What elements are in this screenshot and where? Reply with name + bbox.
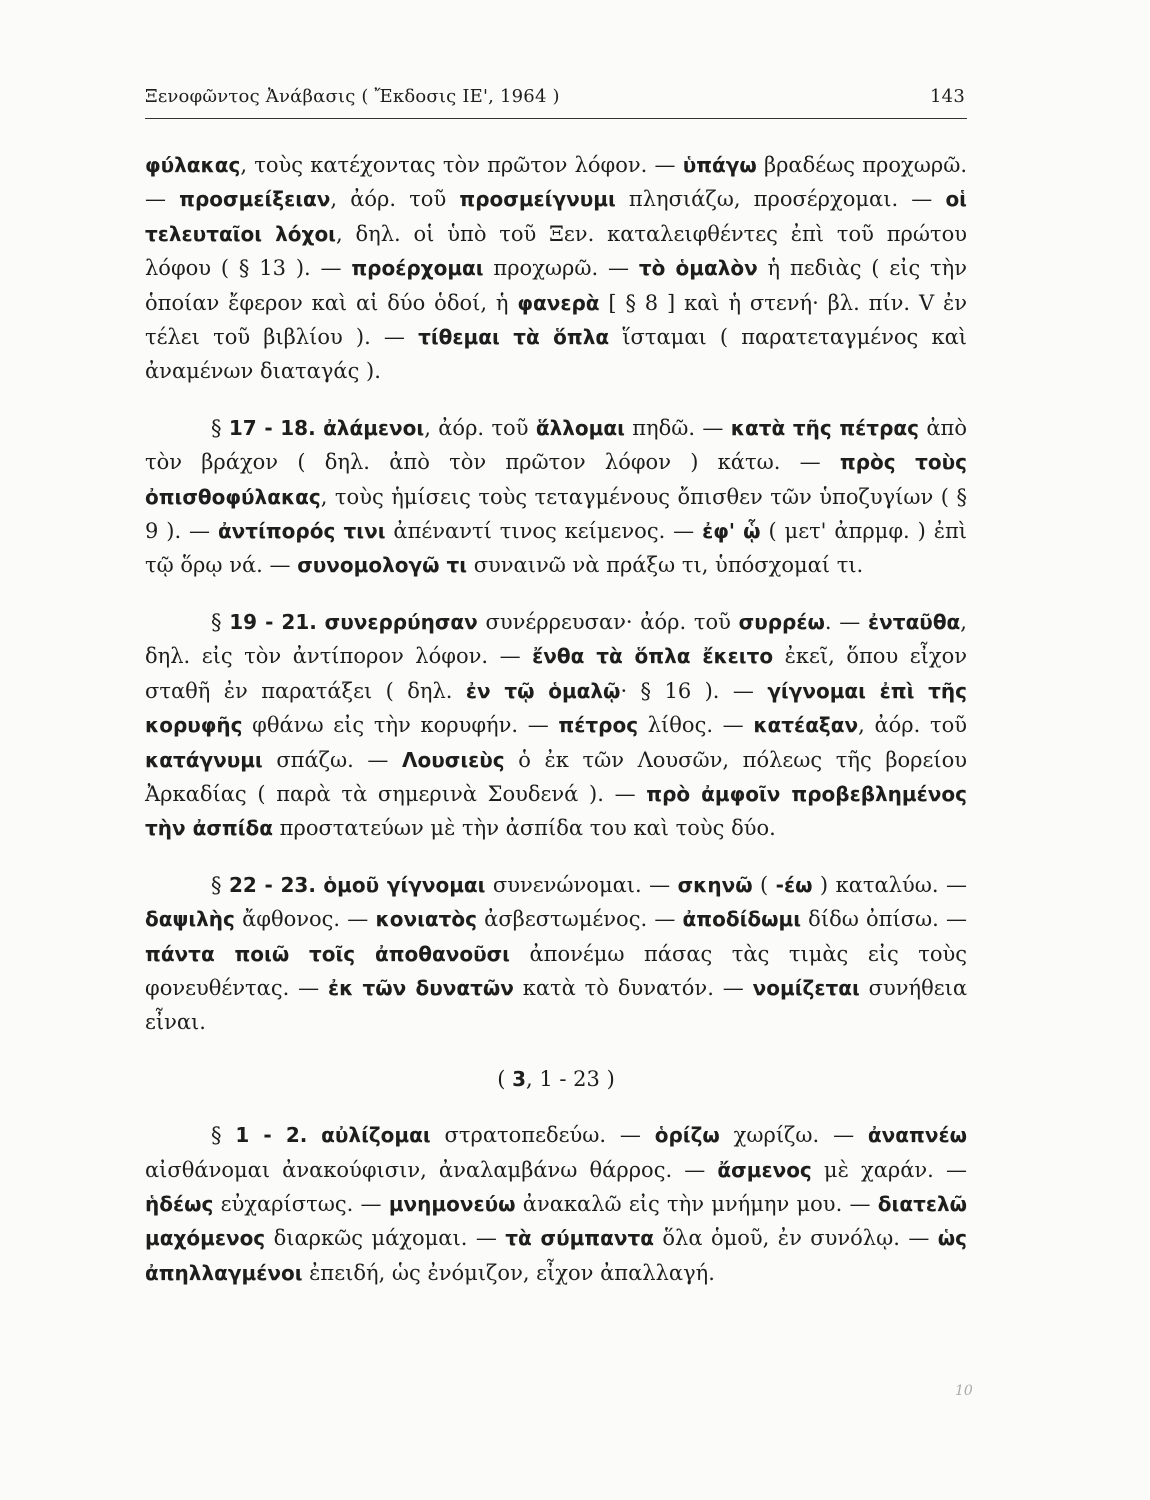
gloss-text: πλησιάζω, προσέρχομαι. — [615, 187, 946, 212]
gloss-text: ἀσβεστωμένος. — [476, 907, 683, 932]
gloss-text [317, 610, 325, 634]
gloss-text: σπάζω. — [262, 747, 403, 772]
lemma: ἐφ' ᾧ [702, 519, 761, 544]
lemma: ὁμοῦ γίγνομαι [323, 872, 486, 897]
lemma: ὡς ἀπηλλαγμένοι [145, 1226, 968, 1285]
lemma: προέρχομαι [351, 256, 484, 281]
gloss-text [307, 1123, 321, 1147]
page-number: 143 [930, 86, 965, 107]
gloss-text: ἀπὸ τὸν βράχον ( δηλ. ἀπὸ τὸν πρῶτον λόφον ) κάτω. — [145, 415, 967, 475]
gloss-text: συναινῶ νὰ πράξω τι, ὑπόσχομαί τι. [467, 553, 864, 578]
gloss-text: ἐπειδή, ὡς ἐνόμιζον, εἶχον ἀπαλλαγή. [302, 1260, 715, 1285]
lemma: 22 - 23. [228, 872, 316, 897]
lemma: πρὸ ἀμφοῖν προβεβλημένος τὴν ἀσπίδα [145, 781, 967, 841]
signature-mark: 10 [955, 1383, 973, 1399]
lemma: συνομολογῶ τι [297, 553, 468, 578]
lemma: προσμείγνυμι [459, 187, 616, 212]
gloss-text: συνενώνομαι. — [485, 872, 678, 897]
gloss-text: ( μετ' ἀπρμφ. ) ἐπὶ τῷ ὅρῳ νά. — [145, 519, 968, 578]
lemma: συρρέω [738, 609, 825, 634]
lemma: ἀποδίδωμι [682, 907, 801, 932]
lemma: πέτρος [558, 713, 639, 738]
lemma: 1 - 2. [235, 1123, 308, 1148]
gloss-text: αἰσθάνομαι ἀνακούφισιν, ἀναλαμβάνω θάρρος. — [145, 1157, 718, 1182]
lemma: ἔνθα τὰ ὅπλα ἔκειτο [532, 644, 774, 669]
gloss-text: ) καταλύω. — [812, 872, 967, 897]
lemma: κατὰ τῆς πέτρας [730, 415, 919, 440]
gloss-text: ὅλα ὁμοῦ, ἐν συνόλῳ. — [653, 1226, 938, 1251]
gloss-text: συνέρρευσαν· ἀόρ. τοῦ [477, 609, 739, 634]
gloss-text: ἀνακαλῶ εἰς τὴν μνήμην μου. — [515, 1191, 878, 1216]
gloss-text: ἀπονέμω πάσας τὰς τιμὰς εἰς τοὺς φονευθέντας. — [145, 941, 967, 1000]
lemma: φανερὰ [517, 290, 600, 315]
lemma: τὸ ὁμαλὸν [638, 256, 758, 281]
lemma: ἐκ τῶν δυνατῶν [328, 975, 514, 1000]
gloss-paragraph [145, 148, 967, 389]
gloss-text: ἵσταμαι ( παρατεταγμένος καὶ ἀναμένων διαταγάς ). [145, 325, 967, 384]
gloss-text: συνήθεια εἶναι. [145, 975, 968, 1035]
header-title: Ξενοφῶντος Ἀνάβασις ( Ἔκδοσις ΙΕ', 1964 ) [145, 86, 560, 107]
gloss-paragraph [145, 605, 967, 846]
gloss-text: βραδέως προχωρῶ. — [145, 153, 967, 212]
gloss-text: διαρκῶς μάχομαι. — [265, 1226, 506, 1251]
lemma: ἐνταῦθα [868, 609, 961, 634]
gloss-text: λίθος. — [638, 713, 754, 738]
gloss-text: [ § 8 ] καὶ ἡ στενή· βλ. πίν. V ἐν τέλει τοῦ βιβλίου ). — [145, 290, 968, 350]
page-body [145, 148, 967, 1290]
lemma: τίθεμαι τὰ ὅπλα [418, 325, 610, 350]
lemma: τὰ σύμπαντα [505, 1226, 654, 1251]
lemma: ἀντίπορός τινι [217, 519, 386, 544]
lemma: πρὸς τοὺς ὀπισθοφύλακας [145, 450, 968, 509]
lemma: 19 - 21. [229, 609, 317, 634]
lemma: ὑπάγω [682, 153, 757, 177]
gloss-text: ἄφθονος. — [234, 907, 376, 932]
gloss-text: § [211, 872, 229, 897]
lemma: ἅλλομαι [535, 415, 625, 440]
gloss-text: § [211, 609, 230, 634]
lemma: πάντα ποιῶ τοῖς ἀποθανοῦσι [145, 941, 510, 966]
lemma: συνερρύησαν [324, 609, 478, 634]
lemma: 17 - 18. [228, 415, 316, 440]
gloss-text: , τοὺς κατέχοντας τὸν πρῶτον λόφον. — [240, 153, 683, 177]
lemma: αὐλίζομαι [321, 1123, 431, 1148]
lemma: ἐν τῷ ὁμαλῷ [465, 678, 621, 703]
gloss-text: , ἀόρ. τοῦ [330, 187, 460, 212]
lemma: φύλακας [145, 153, 241, 177]
gloss-paragraph [145, 411, 967, 583]
lemma: οἱ τελευταῖοι λόχοι [145, 187, 967, 246]
lemma: κατέαξαν [753, 713, 859, 738]
gloss-text: · § 16 ). — [620, 678, 768, 703]
gloss-text: στρατοπεδεύω. — [430, 1123, 655, 1148]
gloss-text: , δηλ. εἰς τὸν ἀντίπορον λόφον. — [145, 609, 967, 669]
gloss-text: , ἀόρ. τοῦ [424, 415, 536, 440]
lemma: 3 [512, 1066, 527, 1091]
gloss-text: , 1 - 23 ) [526, 1066, 615, 1091]
gloss-text: δίδω ὀπίσω. — [801, 907, 968, 932]
gloss-text: ἡ πεδιὰς ( εἰς τὴν ὁποίαν ἔφερον καὶ αἱ δύο ὁδοί, ἡ [145, 256, 968, 315]
lemma: δαψιλὴς [145, 907, 235, 932]
gloss-text: ἀπέναντί τινος κείμενος. — [385, 519, 703, 544]
gloss-paragraph [145, 1118, 967, 1290]
gloss-text: ἐκεῖ, ὅπου εἶχον σταθῆ ἐν παρατάξει ( δηλ. [145, 644, 968, 703]
gloss-text: φθάνω εἰς τὴν κορυφήν. — [242, 713, 559, 738]
lemma: ἡδέως [145, 1191, 214, 1216]
lemma: Λουσιεὺς [402, 747, 505, 772]
lemma: κατάγνυμι [145, 747, 263, 772]
gloss-text: προχωρῶ. — [483, 256, 639, 281]
gloss-text: μὲ χαράν. — [811, 1157, 967, 1182]
section-heading [145, 1062, 967, 1096]
lemma: νομίζεται [752, 975, 860, 1000]
lemma: μνημονεύω [388, 1191, 516, 1216]
lemma: κονιατὸς [375, 907, 477, 932]
running-header [145, 86, 965, 107]
lemma: σκηνῶ [677, 872, 753, 897]
gloss-text: χωρίζω. — [719, 1123, 868, 1148]
gloss-text: εὐχαρίστως. — [213, 1191, 389, 1216]
gloss-text: ( [497, 1066, 513, 1091]
gloss-text: , τοὺς ἡμίσεις τοὺς τεταγμένους ὄπισθεν τῶν ὑποζυγίων ( § 9 ). — [145, 484, 967, 544]
lemma: γίγνομαι ἐπὶ τῆς κορυφῆς [145, 678, 967, 738]
lemma: προσμείξειαν [179, 187, 331, 212]
lemma: -έω [775, 872, 813, 897]
lemma: ὁρίζω [654, 1123, 720, 1148]
gloss-text: , ἀόρ. τοῦ [858, 713, 967, 738]
gloss-paragraph [145, 868, 967, 1040]
gloss-text: προστατεύων μὲ τὴν ἀσπίδα του καὶ τοὺς δύο. [273, 816, 776, 841]
gloss-text: κατὰ τὸ δυνατόν. — [513, 975, 753, 1000]
gloss-text: ὁ ἐκ τῶν Λουσῶν, πόλεως τῆς βορείου Ἀρκαδίας ( παρὰ τὰ σημερινὰ Σουδενά ). — [145, 747, 967, 806]
gloss-text [316, 416, 323, 440]
gloss-text: § [211, 415, 229, 440]
lemma: ἄσμενος [717, 1157, 812, 1182]
gloss-text: . — [824, 609, 869, 634]
gloss-text: ( [752, 872, 776, 897]
lemma: διατελῶ μαχόμενος [145, 1191, 968, 1251]
gloss-text: § [211, 1123, 236, 1148]
header-rule [145, 118, 967, 119]
lemma: ἀλάμενοι [323, 415, 425, 440]
gloss-text: πηδῶ. — [624, 415, 731, 440]
gloss-text: , δηλ. οἱ ὑπὸ τοῦ Ξεν. καταλειφθέντες ἐπὶ τοῦ πρώτου λόφου ( § 13 ). — [145, 221, 967, 281]
lemma: ἀναπνέω [867, 1123, 967, 1148]
